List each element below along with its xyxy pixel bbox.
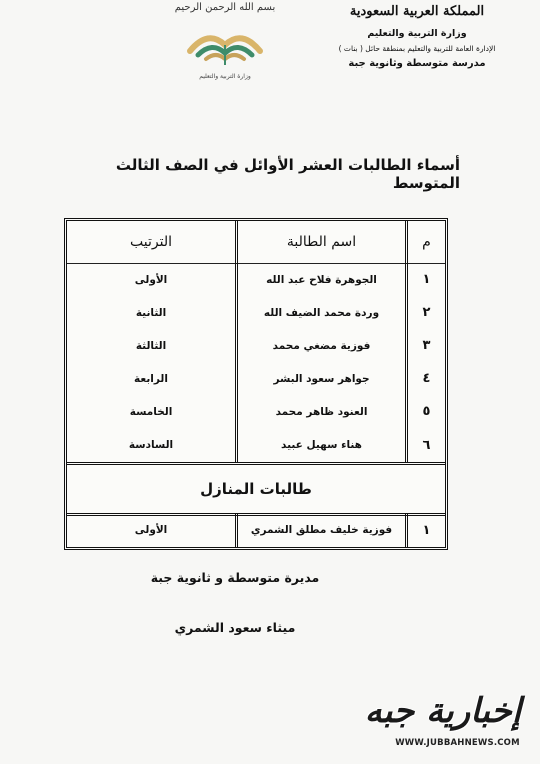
header-name: اسم الطالبة (235, 221, 405, 263)
student-rank: الأولى (134, 524, 168, 536)
student-rank: السادسة (128, 439, 174, 451)
watermark-url: WWW.JUBBAHNEWS.COM (395, 738, 520, 748)
student-rank: الأولى (134, 273, 168, 286)
student-name: الجوهرة فلاح عبد الله (235, 263, 405, 296)
signature-title: مديرة متوسطة و ثانوية جبة (150, 570, 320, 585)
student-name: وردة محمد الضيف الله (235, 296, 405, 329)
signature-name: ميثاء سعود الشمري (174, 620, 296, 635)
basmala: بسم الله الرحمن الرحيم (174, 2, 276, 13)
student-name: جواهر سعود البشر (235, 362, 405, 395)
header-num: م (405, 221, 445, 263)
student-name: فوزية مضغي محمد (235, 329, 405, 362)
table-row (67, 362, 445, 395)
table-row (67, 296, 445, 329)
row-num: ٤ (405, 362, 445, 395)
logo-caption: وزارة التربية والتعليم (199, 73, 251, 80)
table-row (67, 428, 445, 462)
student-rank: الخامسة (129, 405, 173, 418)
student-rank: الرابعة (134, 372, 168, 385)
letterhead-right (312, 4, 522, 70)
student-name: فوزية خليف مطلق الشمري (235, 513, 405, 547)
directorate-name: الإدارة العامة للتربية والتعليم بمنطقة حائل ( بنات ) (338, 44, 496, 54)
row-num: ١ (405, 263, 445, 296)
ministry-logo-icon (170, 15, 280, 77)
table-row (67, 263, 445, 296)
school-name: مدرسة متوسطة وثانوية جبة (348, 57, 486, 69)
student-rank: الثالثة (135, 339, 167, 352)
student-rank: الثانية (135, 306, 167, 319)
ranking-table (64, 218, 448, 550)
watermark-logo: إخبارية جبه (364, 691, 522, 731)
table-row (67, 329, 445, 362)
table-row (67, 395, 445, 428)
ministry-name: وزارة التربية والتعليم (367, 28, 467, 40)
student-name: العنود ظاهر محمد (235, 395, 405, 428)
document-title: أسماء الطالبات العشر الأوائل في الصف الثالث المتوسط (115, 156, 460, 192)
row-num: ٥ (405, 395, 445, 428)
table-row (67, 513, 445, 547)
row-num: ٦ (405, 428, 445, 462)
table-header-row (67, 221, 445, 264)
letterhead-left (160, 2, 290, 80)
kingdom-name: المملكة العربية السعودية (349, 4, 485, 19)
header-rank: الترتيب (130, 234, 172, 250)
row-num: ٣ (405, 329, 445, 362)
home-students-heading: طالبات المنازل (67, 462, 445, 516)
row-num: ١ (405, 513, 445, 547)
row-num: ٢ (405, 296, 445, 329)
student-name: هناء سهيل عبيد (235, 428, 405, 462)
